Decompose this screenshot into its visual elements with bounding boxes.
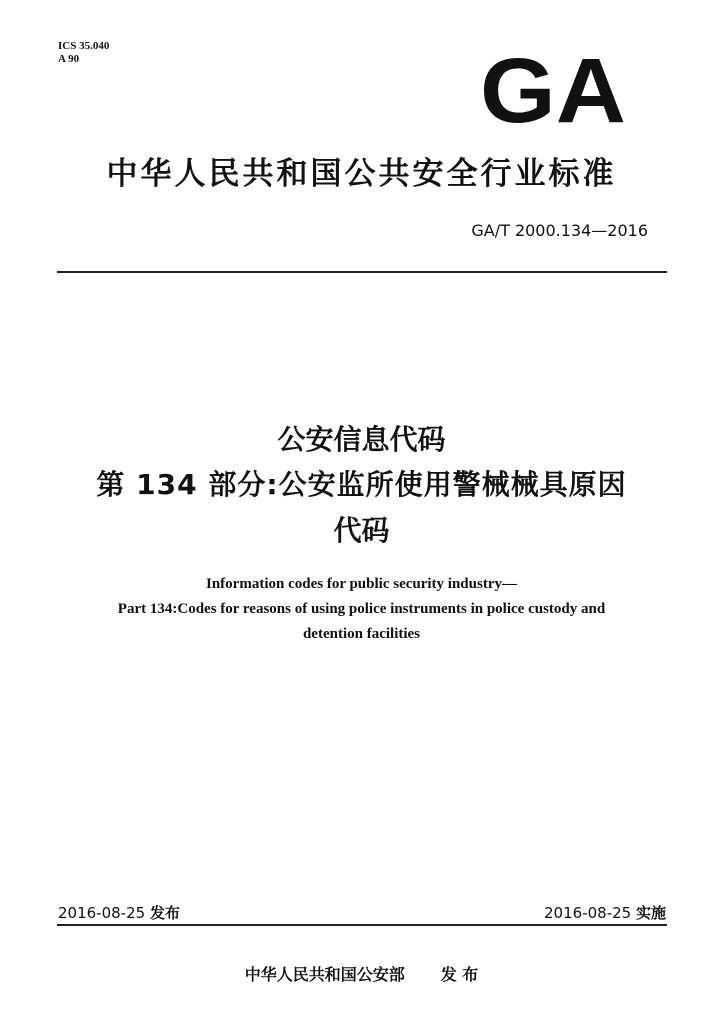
title-en-line3: detention facilities [302, 626, 421, 642]
implement-date-block [544, 902, 666, 923]
ga-logo [478, 50, 628, 126]
title-en-line2: Part 134:Codes for reasons of using police instruments in police custody and [117, 601, 606, 617]
issue-date-block [58, 902, 180, 923]
title-cn-line2: 第 134 部分:公安监所使用警械械具原因 [96, 468, 627, 501]
ga-logo-text: GA [480, 50, 626, 126]
title-cn-line1: 公安信息代码 [277, 423, 446, 456]
top-divider [57, 271, 667, 273]
standard-code: GA/T 2000.134—2016 [471, 221, 648, 240]
title-cn-line3: 代码 [333, 514, 390, 547]
ccs-code: A 90 [58, 53, 80, 65]
publisher-name: 中华人民共和国公安部 [244, 965, 405, 984]
issue-label: 发布 [149, 904, 180, 922]
classification-block [58, 40, 109, 66]
publisher-label: 发 布 [440, 965, 479, 984]
implement-label: 实施 [635, 904, 666, 922]
issue-date: 2016-08-25 [58, 904, 146, 922]
title-en-line1: Information codes for public security industry— [206, 576, 517, 592]
implement-date: 2016-08-25 [544, 904, 632, 922]
ics-code: ICS 35.040 [58, 40, 110, 52]
organization-title: 中华人民共和国公共安全行业标准 [106, 156, 617, 192]
bottom-divider [57, 924, 667, 926]
publisher-line [0, 962, 723, 985]
